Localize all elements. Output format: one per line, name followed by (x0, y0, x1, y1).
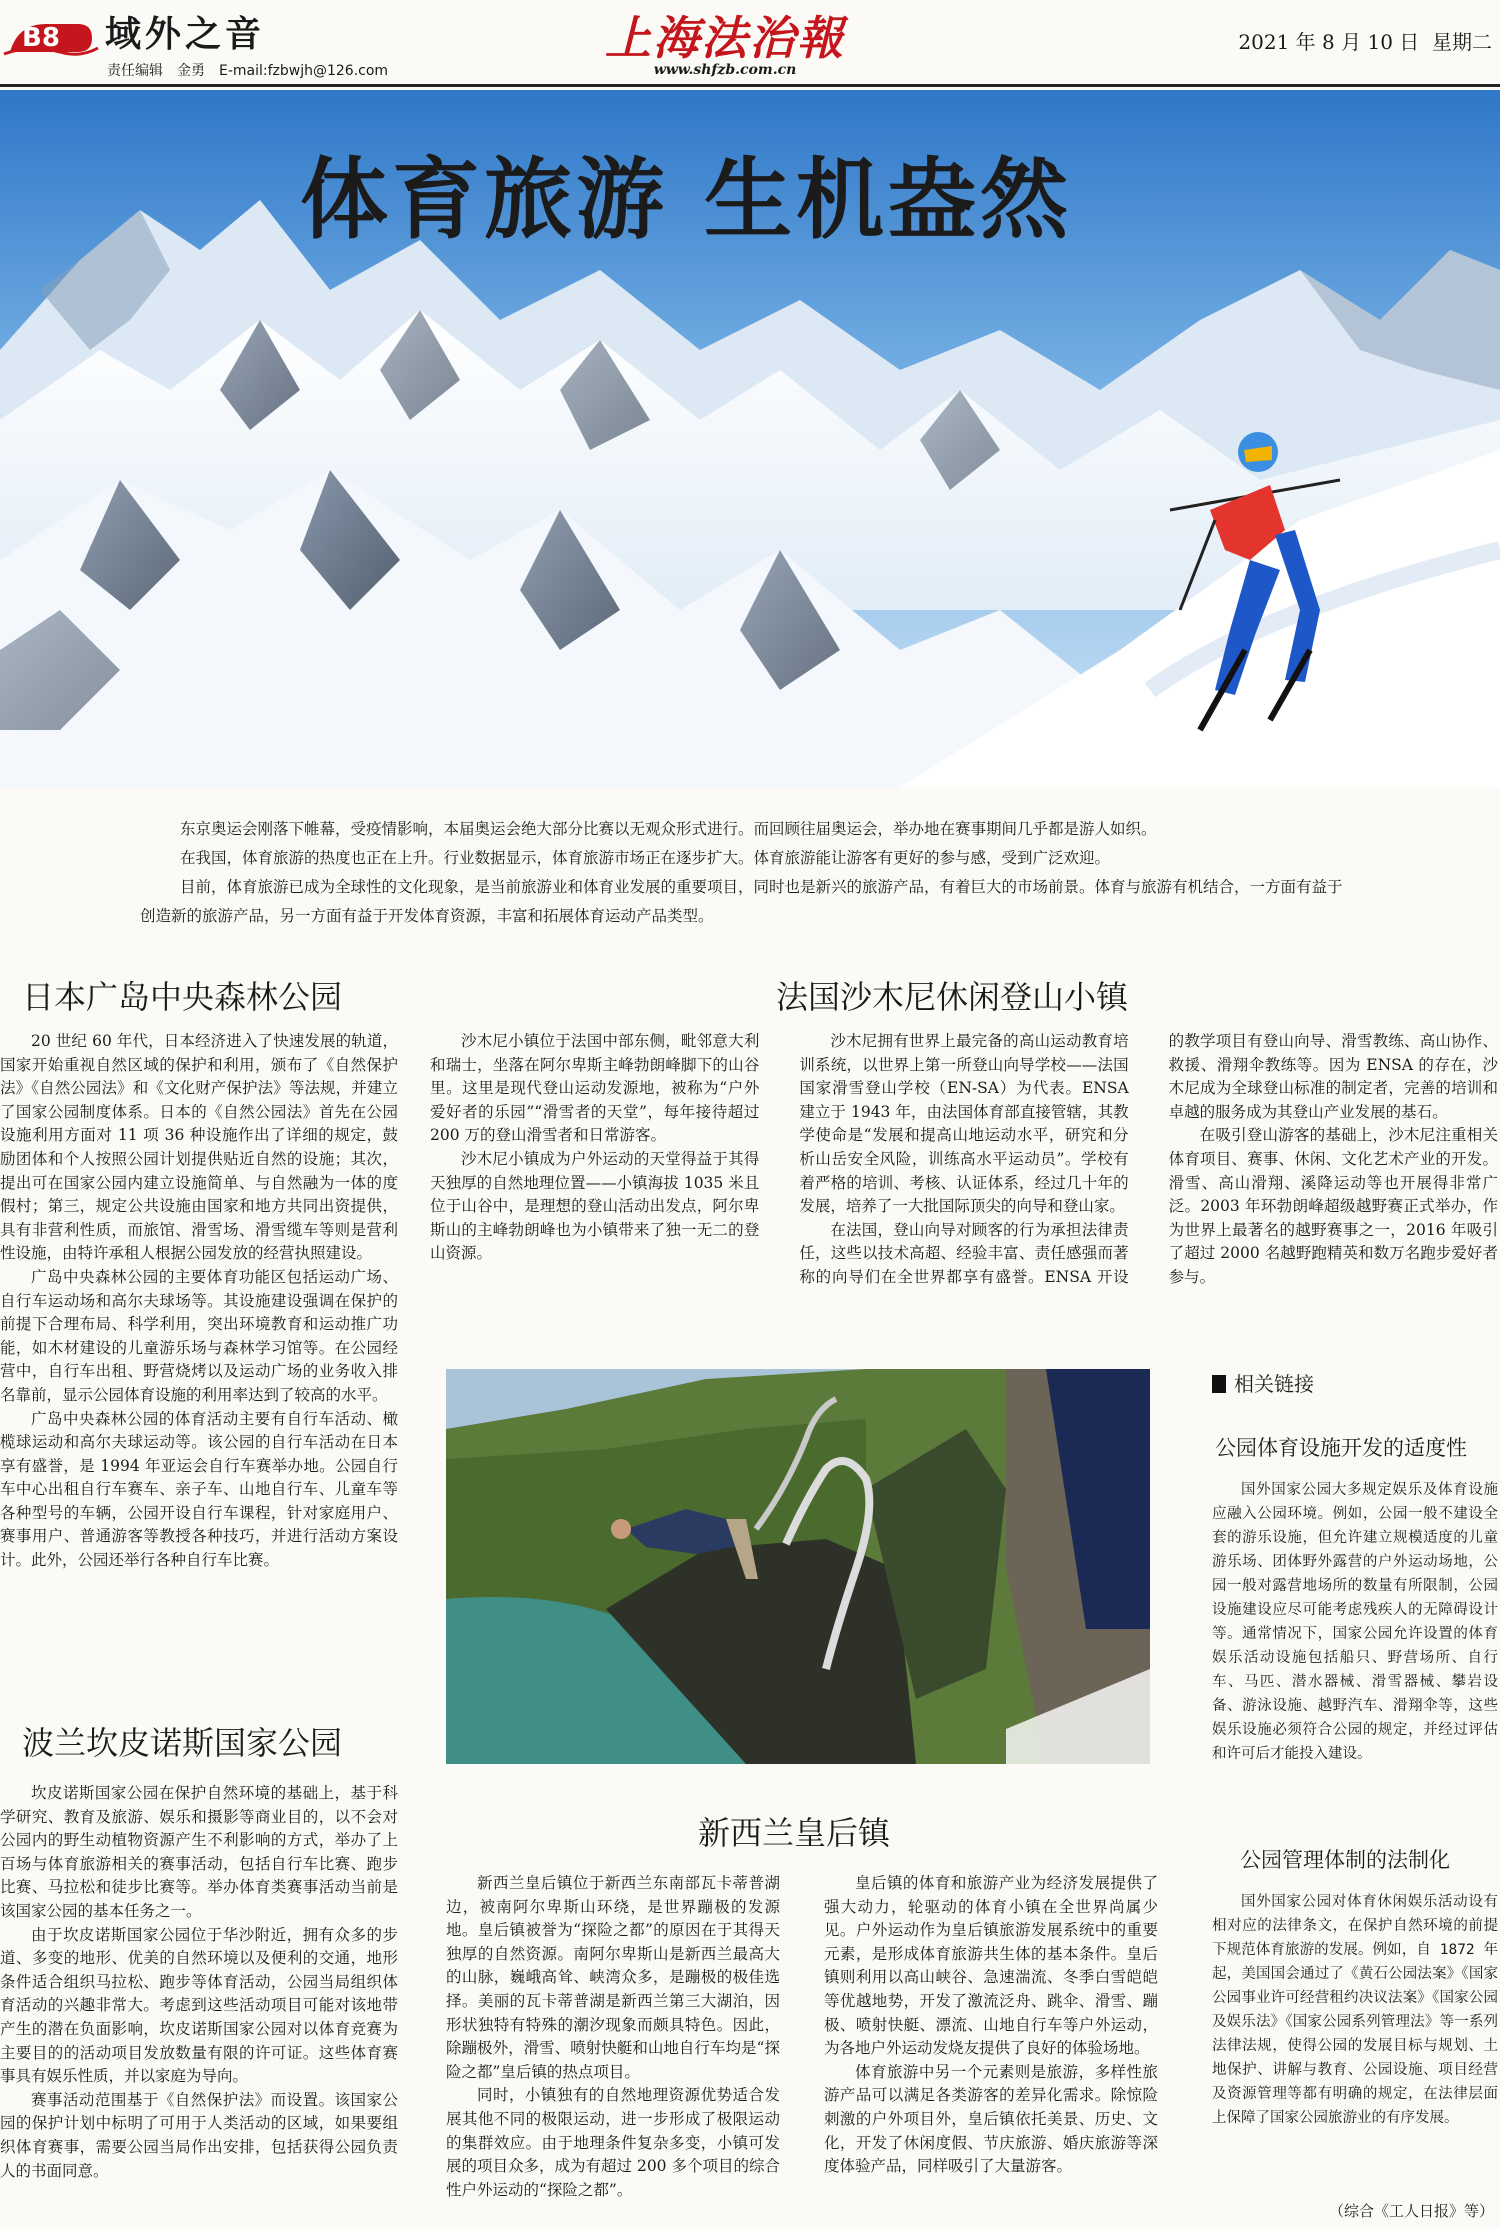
source-credit: （综合《工人日报》等） (1328, 2202, 1494, 2220)
sidebar-title-facilities: 公园体育设施开发的适度性 (1215, 1436, 1467, 1460)
intro-summary (140, 815, 1350, 931)
page-badge-graphic (0, 8, 100, 58)
headline-part2: 生机盎然 (704, 148, 1073, 251)
article-newzealand (446, 1872, 1158, 2222)
intro-paragraph: 在我国，体育旅游的热度也正在上升。行业数据显示，体育旅游市场正在逐步扩大。体育旅游能让游客有更好的参与感，受到广泛欢迎。 (180, 849, 1111, 867)
article-paragraph: 赛事活动范围基于《自然保护法》而设置。该国家公园的保护计划中标明了可用于人类活动的区域，如果要组织体育赛事，需要公园当局作出安排，包括获得公园负责人的书面同意。 (0, 2090, 398, 2180)
website-url[interactable]: www.shfzb.com.cn (653, 62, 797, 78)
section-title-france: 法国沙木尼休闲登山小镇 (776, 978, 1129, 1016)
main-headline (300, 130, 1108, 256)
page-badge (0, 8, 100, 58)
article-paragraph: 20 世纪 60 年代，日本经济进入了快速发展的轨道，国家开始重视自然区域的保护和利用，颁布了《自然保护法》《自然公园法》和《文化财产保护法》等法规，并建立了国家公园制度体系。日本的《自然公园法》首先在公园设施利用方面对 11 项 36 种设施作出了详细的规定，鼓励团体和个人按照公园计划提供贴近自然的设施；其次，提出可在国家公园内建立设施简单、与自然融为一体的度假村；第三，规定公共设施由国家和地方共同出资提供，具有非营利性质，而旅馆、滑雪场、滑雪缆车等则是营利性设施，由特许承租人根据公园发放的经营执照建设。 (0, 1032, 398, 1263)
editor-email: E-mail:fzbwjh@126.com (219, 63, 389, 79)
related-links-text: 相关链接 (1234, 1372, 1314, 1396)
section-title-japan: 日本广岛中央森林公园 (22, 978, 343, 1016)
sidebar-paragraph: 国外国家公园对体育休闲娱乐活动设有相对应的法律条文，在保护自然环境的前提下规范体育旅游的发展。例如，自 1872 年起，美国国会通过了《黄石公园法案》《国家公园事业许可经营租约决议法案》《国家公园及娱乐法》《国家公园系列管理法》等一系列法律法规，使得公园的发展目标与规划、土地保护、讲解与教育、公园设施、项目经营及资源管理等都有明确的规定，在法律层面上保障了国家公园旅游业的有序发展。 (1212, 1894, 1498, 2126)
article-paragraph: 新西兰皇后镇位于新西兰东南部瓦卡蒂普湖边，被南阿尔卑斯山环绕，是世界蹦极的发源地。皇后镇被誉为“探险之都”的原因在于其得天独厚的自然资源。南阿尔卑斯山是新西兰最高大的山脉，巍峨高耸、峡湾众多，是蹦极的极佳选择。美丽的瓦卡蒂普湖是新西兰第三大湖泊，因形状独特有特殊的潮汐现象而颇具特色。因此，除蹦极外，滑雪、喷射快艇和山地自行车均是“探险之都”皇后镇的热点项目。 (446, 1874, 780, 2081)
date-line (1238, 26, 1492, 55)
intro-paragraph: 目前，体育旅游已成为全球性的文化现象，是当前旅游业和体育业发展的重要项目，同时也是新兴的旅游产品，有着巨大的市场前景。体育与旅游有机结合，一方面有益于创造新的旅游产品，另一方面有益于开发体育资源，丰富和拓展体育运动产品类型。 (140, 878, 1343, 925)
article-paragraph: 坎皮诺斯国家公园在保护自然环境的基础上，基于科学研究、教育及旅游、娱乐和摄影等商业目的，以不会对公园内的野生动植物资源产生不利影响的方式，举办了上百场与体育旅游相关的赛事活动，包括自行车比赛、跑步比赛、马拉松和徒步比赛等。举办体育类赛事活动当前是该国家公园的基本任务之一。 (0, 1784, 398, 1920)
article-paragraph: 沙木尼小镇成为户外运动的天堂得益于其得天独厚的自然地理位置——小镇海拔 1035 米且位于山谷中，是理想的登山活动出发点，阿尔卑斯山的主峰勃朗峰也为小镇带来了独一无二的登山资源。 (430, 1149, 760, 1263)
related-links-label (1212, 1368, 1314, 1397)
editor-name: 金勇 (177, 63, 205, 79)
sidebar-text-facilities (1212, 1478, 1498, 1826)
article-paragraph: 沙木尼拥有世界上最完备的高山运动教育培训系统，以世界上第一所登山向导学校——法国国家滑雪登山学校（EN-SA）为代表。ENSA 建立于 1943 年，由法国体育部直接管辖，其教学使命是“发展和提高山地运动水平，研究和分析山岳安全风险，训练高水平运动员”。学校有着严格的培训、考核、认证体系，经过几十年的发展，培养了一大批国际顶尖的向导和登山家。 (799, 1032, 1129, 1216)
article-paragraph: 广岛中央森林公园的主要体育功能区包括运动广场、自行车运动场和高尔夫球场等。其设施建设强调在保护的前提下合理布局、科学利用，突出环境教育和运动推广功能，如木材建设的儿童游乐场与森林学习馆等。在公园经营中，自行车出租、野营烧烤以及运动广场的业务收入排名靠前，显示公园体育设施的利用率达到了较高的水平。 (0, 1267, 398, 1404)
bungee-illustration (446, 1369, 1150, 1764)
sidebar-text-legal (1212, 1890, 1498, 2190)
article-paragraph: 体育旅游中另一个元素则是旅游，多样性旅游产品可以满足各类游客的差异化需求。除惊险刺激的户外项目外，皇后镇依托美景、历史、文化，开发了休闲度假、节庆旅游、婚庆旅游等深度体验产品，同样吸引了大量游客。 (824, 2062, 1158, 2176)
article-paragraph: 同时，小镇独有的自然地理资源优势适合发展其他不同的极限运动，进一步形成了极限运动的集群效应。由于地理条件复杂多变，小镇可发展的项目众多，成为有超过 200 多个项目的综合性户外运动的“探险之都”。 (446, 2086, 780, 2199)
page-number: B8 (22, 23, 60, 53)
sidebar-title-legal: 公园管理体制的法制化 (1240, 1848, 1450, 1872)
article-france (430, 1030, 1498, 1352)
editor-label: 责任编辑 (107, 63, 163, 79)
sidebar-paragraph: 国外国家公园大多规定娱乐及体育设施应融入公园环境。例如，公园一般不建设全套的游乐设施，但允许建立规模适度的儿童游乐场、团体野外露营的户外运动场地，公园一般对露营地场所的数量有所限制，公园设施建设应尽可能考虑残疾人的无障碍设计等。通常情况下，国家公园允许设置的体育娱乐活动设施包括船只、野营场所、自行车、马匹、潜水器械、滑雪器械、攀岩设备、游泳设施、越野汽车、滑翔伞等，这些娱乐设施必须符合公园的规定，并经过评估和许可后才能投入建设。 (1212, 1482, 1498, 1762)
bungee-jump-photo (446, 1369, 1150, 1764)
article-paragraph: 在吸引登山游客的基础上，沙木尼注重相关体育项目、赛事、休闲、文化艺术产业的开发。滑雪、高山滑翔、溪降运动等也开展得非常广泛。2003 年环勃朗峰超级越野赛正式举办，作为世界上最著名的越野赛事之一，2016 年吸引了超过 2000 名越野跑精英和数万名跑步爱好者参与。 (1168, 1126, 1498, 1286)
header-rule (0, 84, 1500, 87)
editor-line (107, 60, 402, 80)
article-paragraph: 沙木尼小镇位于法国中部东侧，毗邻意大利和瑞士，坐落在阿尔卑斯主峰勃朗峰脚下的山谷里。这里是现代登山运动发源地，被称为“户外爱好者的乐园”“滑雪者的天堂”，每年接待超过 200 万的登山滑雪者和日常游客。 (430, 1032, 760, 1145)
section-title-newzealand: 新西兰皇后镇 (698, 1814, 891, 1852)
issue-date: 2021 年 8 月 10 日 (1238, 30, 1420, 54)
article-poland (0, 1782, 398, 2222)
weekday: 星期二 (1432, 30, 1492, 54)
article-paragraph: 广岛中央森林公园的体育活动主要有自行车活动、橄榄球运动和高尔夫球运动等。该公园的自行车活动在日本享有盛誉，是 1994 年亚运会自行车赛举办地。公园自行车中心出租自行车赛车、亲子车、山地自行车、儿童车等各种型号的车辆，公园开设自行车课程，针对家庭用户、赛事用户、普通游客等教授各种技巧，并进行活动方案设计。此外，公园还举行各种自行车比赛。 (0, 1409, 398, 1570)
article-paragraph: 在法国，登山向导对顾客的行为承担法律责任，这些以技术高超、经验丰富、责任感强而著称的向导们在全世界都享有盛誉。ENSA 开设的教学项目有登山向导、滑雪教练、高山协作、救援、滑翔伞教练等。因为 ENSA 的存在，沙木尼成为全球登山标准的制定者，完善的培训和卓越的服务成为其登山产业发展的基石。 (799, 1032, 1498, 1286)
article-paragraph: 由于坎皮诺斯国家公园位于华沙附近，拥有众多的步道、多变的地形、优美的自然环境以及便利的交通，地形条件适合组织马拉松、跑步等体育活动，公园当局组织体育活动的兴趣非常大。考虑到这些活动项目可能对该地带产生的潜在负面影响，坎皮诺斯国家公园对以体育竞赛为主要目的的活动项目发放数量有限的许可证。这些体育赛事具有娱乐性质，并以家庭为导向。 (0, 1925, 398, 2086)
newspaper-masthead: 上海法治報 (605, 11, 845, 65)
article-japan (0, 1030, 398, 1672)
intro-paragraph: 东京奥运会刚落下帷幕，受疫情影响，本届奥运会绝大部分比赛以无观众形式进行。而回顾往届奥运会，举办地在赛事期间几乎都是游人如织。 (180, 820, 1157, 838)
headline-part1: 体育旅游 (300, 148, 669, 251)
square-bullet-icon (1212, 1375, 1226, 1393)
section-title-poland: 波兰坎皮诺斯国家公园 (22, 1724, 343, 1762)
section-name: 域外之音 (105, 14, 266, 55)
article-paragraph: 皇后镇的体育和旅游产业为经济发展提供了强大动力，轮驱动的体育小镇在全世界尚属少见。户外运动作为皇后镇旅游发展系统中的重要元素，是形成体育旅游共生体的基本条件。皇后镇则利用以高山峡谷、急速湍流、冬季白雪皑皑等优越地势，开发了激流泛舟、跳伞、滑雪、蹦极、喷射快艇、漂流、山地自行车等户外运动，为各地户外运动发烧友提供了良好的体验场地。 (824, 1874, 1158, 2058)
